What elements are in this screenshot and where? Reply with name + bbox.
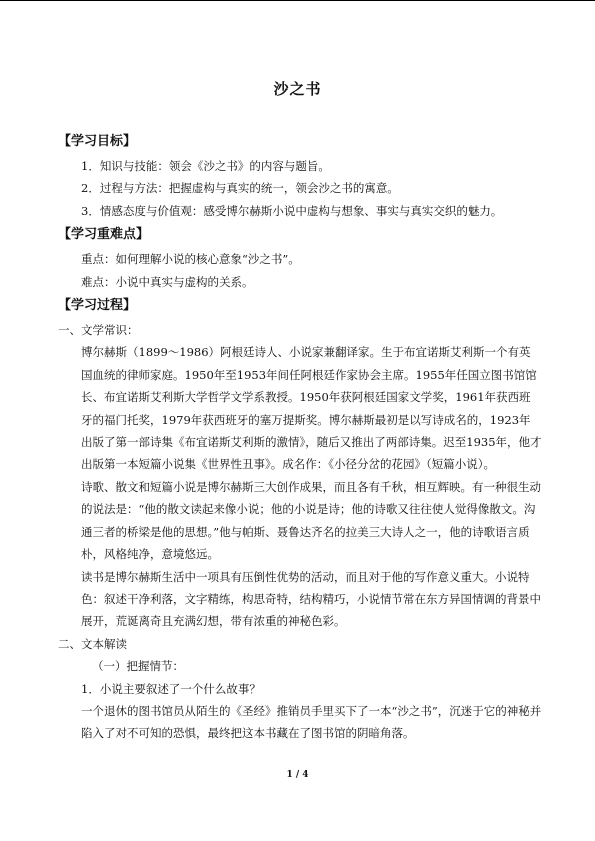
answer-1: 一个退休的图书馆员从陌生的《圣经》推销员手里买下了一本“沙之书”，沉迷于它的神秘并陷入了对不可知的恐惧，最终把这本书藏在了图书馆的阴暗角落。 [81, 703, 542, 741]
keypoints-heading: 【学习重难点】 [58, 227, 150, 243]
keypoint-focus: 重点：如何理解小说的核心意象“沙之书”。 [81, 252, 300, 267]
question-1: 1．小说主要叙述了一个什么故事？ [81, 681, 261, 696]
goals-heading: 【学习目标】 [58, 134, 137, 149]
document-body [58, 129, 542, 745]
top-rule [0, 0, 595, 1]
goal-item-3: 3．情感态度与价值观：感受博尔赫斯小说中虚构与想象、事实与真实交织的魅力。 [81, 203, 503, 218]
sub1-title: （一）把握情节： [92, 659, 184, 674]
page-title: 沙之书 [273, 80, 322, 98]
process-heading: 【学习过程】 [58, 298, 137, 314]
part2-title: 二、文本解读 [58, 636, 127, 651]
goal-item-1: 1．知识与技能：领会《沙之书》的内容与题旨。 [81, 159, 330, 173]
paragraph-works: 诗歌、散文和短篇小说是博尔赫斯三大创作成果，而且各有千秋，相互辉映。有一种很生动的说法是：“他的散文读起来像小说；他的小说是诗；他的诗歌又往往使人觉得像散文。沟通三者的桥梁是他的思想。”他与帕斯、聂鲁达齐名的拉美三大诗人之一，他的诗歌语言质朴，风格纯净，意境悠远。 [81, 479, 541, 562]
paragraph-style: 读书是博尔赫斯生活中一项具有压倒性优势的活动，而且对于他的写作意义重大。小说特色：叙述干净利落，文字精练，构思奇特，结构精巧，小说情节常在东方异国情调的背景中展开，荒诞离奇且充满幻想，带有浓重的神秘色彩。 [81, 569, 541, 629]
part1-title: 一、文学常识： [58, 323, 139, 338]
keypoint-difficulty: 难点：小说中真实与虚构的关系。 [81, 274, 254, 289]
paragraph-biography: 博尔赫斯（1899～1986）阿根廷诗人、小说家兼翻译家。生于布宜诺斯艾利斯一个有英国血统的律师家庭。1950年至1953年间任阿根廷作家协会主席。1955年任国立图书馆馆长、布宜诺斯艾利斯大学哲学文学系教授。1950年获阿根廷国家文学奖，1961年获西班牙的福门托奖，1979年获西班牙的塞万提斯奖。博尔赫斯最初是以写诗成名的，1923年出版了第一部诗集《布宜诺斯艾利斯的激情》，随后又推出了两部诗集。迟至1935年，他才出版第一本短篇小说集《世界性丑事》。成名作：《小径分岔的花园》（短篇小说）。 [81, 345, 542, 472]
page-number: 1 / 4 [286, 770, 309, 780]
goal-item-2: 2．过程与方法：把握虚构与真实的统一，领会沙之书的寓意。 [81, 181, 399, 196]
